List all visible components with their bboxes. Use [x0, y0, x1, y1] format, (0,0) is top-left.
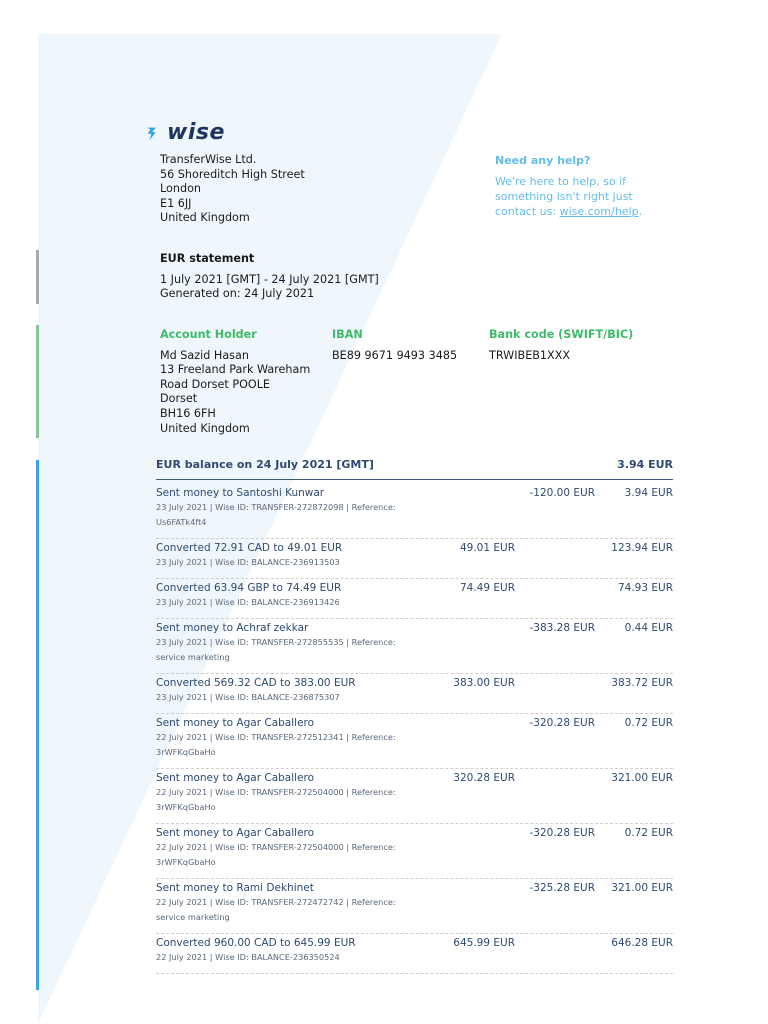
balance-amount: 3.94 EUR [617, 458, 673, 471]
transaction-incoming: 49.01 EUR [459, 542, 515, 554]
sender-address-line: 56 Shoreditch High Street [160, 167, 305, 181]
transaction-meta: 22 July 2021 | Wise ID: TRANSFER-272504000 | Reference: 3rWFKqGbaHo [156, 787, 396, 812]
transaction-list [156, 484, 673, 974]
iban-value: BE89 9671 9493 3485 [332, 348, 458, 362]
transaction-row [156, 714, 673, 769]
transaction-description: Converted 569.32 CAD to 383.00 EUR [156, 677, 356, 689]
transaction-balance: 123.94 EUR [611, 542, 673, 554]
transaction-description: Converted 63.94 GBP to 74.49 EUR [156, 582, 342, 594]
transaction-incoming: 320.28 EUR [453, 772, 515, 784]
transaction-row [156, 674, 673, 714]
iban-label: IBAN [332, 328, 363, 341]
transaction-balance: 321.00 EUR [611, 882, 673, 894]
statement-generated: Generated on: 24 July 2021 [160, 287, 315, 301]
balance-label: EUR balance on 24 July 2021 [GMT] [156, 458, 374, 471]
swift-value: TRWIBEB1XXX [489, 348, 571, 362]
transaction-balance: 383.72 EUR [611, 677, 673, 689]
section-marker-transactions [36, 460, 39, 990]
transaction-row [156, 484, 673, 539]
transaction-outgoing: -120.00 EUR [529, 487, 595, 499]
transaction-balance: 321.00 EUR [611, 772, 673, 784]
transaction-meta: 22 July 2021 | Wise ID: TRANSFER-272472742 | Reference: service marketing [156, 897, 396, 922]
account-holder-line: Road Dorset POOLE [160, 377, 271, 391]
transaction-meta: 22 July 2021 | Wise ID: BALANCE-236350524 [156, 952, 340, 962]
transaction-balance: 74.93 EUR [617, 582, 673, 594]
transaction-balance: 0.72 EUR [624, 827, 673, 839]
balance-header [156, 458, 673, 480]
transaction-balance: 0.44 EUR [624, 622, 673, 634]
transaction-row [156, 879, 673, 934]
transaction-meta: 22 July 2021 | Wise ID: TRANSFER-272504000 | Reference: 3rWFKqGbaHo [156, 842, 396, 867]
wise-wordmark: wise [167, 120, 225, 145]
transaction-row [156, 579, 673, 619]
section-marker-account [36, 325, 39, 438]
account-holder-line: United Kingdom [160, 421, 250, 435]
sender-address-line: TransferWise Ltd. [160, 153, 257, 166]
transaction-balance: 646.28 EUR [611, 937, 673, 949]
transaction-balance: 3.94 EUR [624, 487, 673, 499]
sender-address-line: E1 6JJ [160, 196, 192, 210]
transaction-meta: 23 July 2021 | Wise ID: BALANCE-236875307 [156, 692, 340, 702]
transaction-description: Sent money to Agar Caballero [156, 827, 315, 839]
sender-address-line: London [160, 182, 202, 196]
transaction-row [156, 769, 673, 824]
section-marker-statement [36, 250, 39, 304]
transaction-meta: 23 July 2021 | Wise ID: TRANSFER-272872098 | Reference: Us6FATk4ft4 [156, 502, 396, 527]
transaction-meta: 23 July 2021 | Wise ID: BALANCE-236913426 [156, 597, 340, 607]
account-holder [160, 328, 310, 436]
swift-label: Bank code (SWIFT/BIC) [489, 328, 634, 341]
account-holder-line: BH16 6FH [160, 406, 216, 420]
iban-block [332, 328, 457, 363]
transaction-meta: 23 July 2021 | Wise ID: BALANCE-236913503 [156, 557, 340, 567]
transaction-row [156, 934, 673, 974]
transaction-description: Sent money to Rami Dekhinet [156, 882, 314, 894]
transaction-outgoing: -320.28 EUR [529, 717, 595, 729]
transaction-description: Sent money to Santoshi Kunwar [156, 487, 325, 499]
transaction-description: Converted 960.00 CAD to 645.99 EUR [156, 937, 356, 949]
statement-period: 1 July 2021 [GMT] - 24 July 2021 [GMT] [160, 272, 379, 286]
transaction-meta: 23 July 2021 | Wise ID: TRANSFER-272855535 | Reference: service marketing [156, 637, 396, 662]
transaction-description: Sent money to Agar Caballero [156, 772, 315, 784]
help-body [495, 174, 660, 219]
transaction-outgoing: -320.28 EUR [529, 827, 595, 839]
transaction-row [156, 539, 673, 579]
help-text-end: . [638, 205, 643, 218]
help-text: We're here to help, so if something isn't right just contact us: [495, 175, 633, 218]
account-holder-line: 13 Freeland Park Wareham [160, 363, 311, 377]
statement-title: EUR statement [160, 252, 255, 265]
account-holder-line: Dorset [160, 392, 198, 406]
sender-address-line: United Kingdom [160, 211, 250, 225]
transaction-row [156, 619, 673, 674]
transaction-description: Sent money to Achraf zekkar [156, 622, 309, 634]
transaction-incoming: 645.99 EUR [453, 937, 515, 949]
transaction-incoming: 383.00 EUR [453, 677, 515, 689]
transaction-incoming: 74.49 EUR [459, 582, 515, 594]
transaction-description: Converted 72.91 CAD to 49.01 EUR [156, 542, 343, 554]
help-link[interactable]: wise.com/help [559, 205, 639, 218]
statement-info [160, 252, 379, 302]
transaction-balance: 0.72 EUR [624, 717, 673, 729]
help-title: Need any help? [495, 154, 591, 167]
swift-block [489, 328, 633, 363]
account-holder-label: Account Holder [160, 328, 257, 341]
transaction-outgoing: -325.28 EUR [529, 882, 595, 894]
transaction-row [156, 824, 673, 879]
wise-logo [145, 120, 225, 145]
sender-address [160, 153, 305, 226]
wise-flag-icon [145, 124, 163, 142]
help-box [495, 153, 660, 219]
transaction-meta: 22 July 2021 | Wise ID: TRANSFER-272512341 | Reference: 3rWFKqGbaHo [156, 732, 396, 757]
transaction-outgoing: -383.28 EUR [529, 622, 595, 634]
account-holder-line: Md Sazid Hasan [160, 348, 249, 362]
transaction-description: Sent money to Agar Caballero [156, 717, 315, 729]
